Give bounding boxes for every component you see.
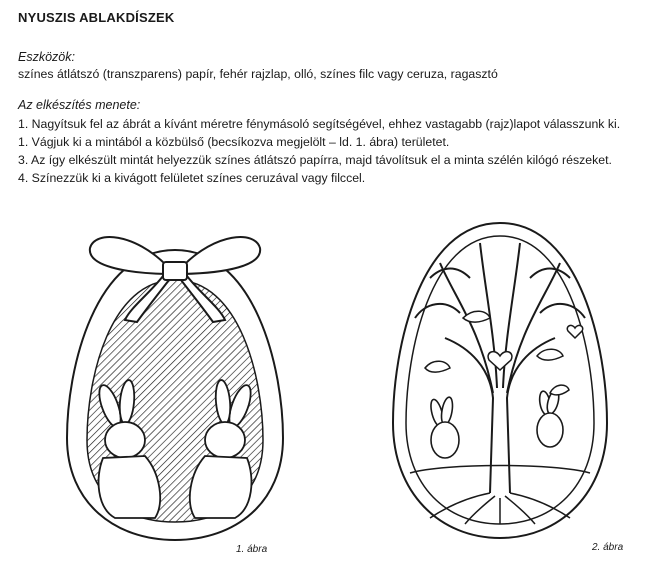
process-steps <box>18 115 620 187</box>
step-2: 1. Vágjuk ki a mintából a közbülső (becsíkozva megjelölt – ld. 1. ábra) területet. <box>18 135 450 149</box>
tools-heading: Eszközök: <box>18 50 75 64</box>
figure-1-caption: 1. ábra <box>236 544 268 555</box>
process-heading: Az elkészítés menete: <box>18 98 141 112</box>
page-title: NYUSZIS ABLAKDÍSZEK <box>18 10 175 25</box>
figure-2-caption: 2. ábra <box>592 542 624 553</box>
figure-2-tree-egg <box>385 218 615 543</box>
step-3: 3. Az így elkészült mintát helyezzük színes átlátszó papírra, majd távolítsuk el a minta szélén kilógó részeket. <box>18 153 612 167</box>
tools-text: színes átlátszó (transzparens) papír, fehér rajzlap, olló, színes filc vagy ceruza, ragasztó <box>18 67 498 81</box>
step-4: 4. Színezzük ki a kivágott felületet színes ceruzával vagy filccel. <box>18 171 366 185</box>
step-1: 1. Nagyítsuk fel az ábrát a kívánt méretre fénymásoló segítségével, ehhez vastagabb (rajz)lapot válasszunk ki. <box>18 117 621 131</box>
egg-outline-2 <box>393 223 607 538</box>
figure-1-bunny-egg <box>55 218 295 548</box>
